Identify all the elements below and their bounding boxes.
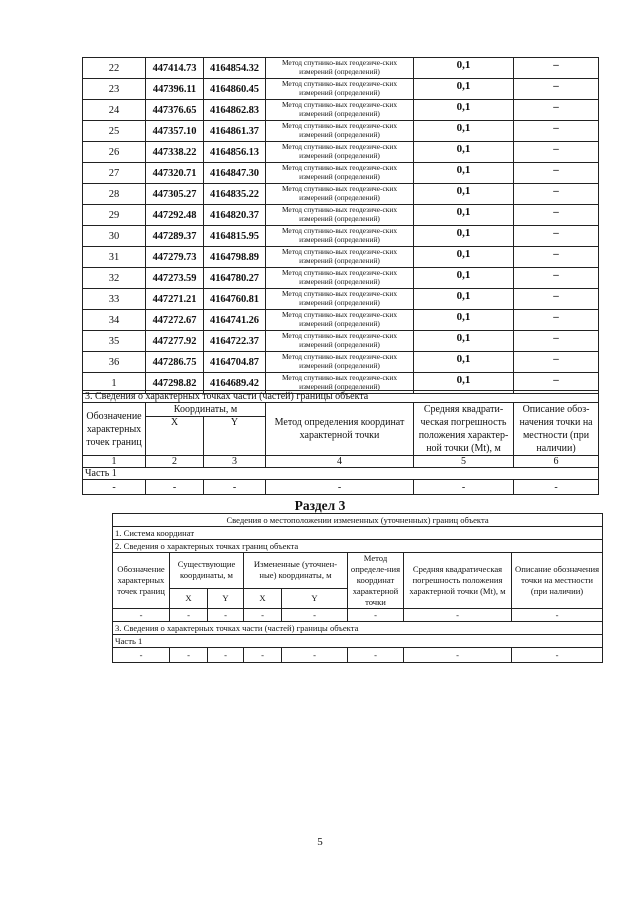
coordinates-header: Координаты, м [146, 403, 266, 417]
x-coordinate-cell: 447357.10 [146, 121, 204, 142]
table-row [83, 268, 599, 289]
y-coordinate-cell: 4164815.95 [204, 226, 266, 247]
empty-cell: - [512, 648, 603, 663]
empty-cell: - [514, 480, 599, 495]
empty-cell: - [404, 648, 512, 663]
x-coordinate-cell: 447298.82 [146, 373, 204, 394]
y-coordinate-cell: 4164689.42 [204, 373, 266, 394]
y-coordinate-cell: 4164704.87 [204, 352, 266, 373]
x-coordinate-cell: 447271.21 [146, 289, 204, 310]
y-coordinate-cell: 4164856.13 [204, 142, 266, 163]
point-number-cell: 24 [83, 100, 146, 121]
method-cell: Метод спутнико-вых геодезиче-ских измерений (определений) [266, 205, 414, 226]
method-cell: Метод спутнико-вых геодезиче-ских измерений (определений) [266, 310, 414, 331]
method-cell: Метод спутнико-вых геодезиче-ских измерений (определений) [266, 184, 414, 205]
accuracy-cell: 0,1 [414, 58, 514, 79]
y-header: Y [282, 588, 348, 608]
accuracy-header: Средняя квадрати-ческая погрешность положения характер-ной точки (Mt), м [414, 403, 514, 456]
accuracy-cell: 0,1 [414, 310, 514, 331]
x-header: X [146, 417, 204, 456]
method-header: Метод определе-ния координат характерной точки [348, 553, 404, 609]
x-coordinate-cell: 447273.59 [146, 268, 204, 289]
method-cell: Метод спутнико-вых геодезиче-ских измерений (определений) [266, 289, 414, 310]
coordinates-table-body [83, 58, 599, 394]
empty-cell: - [244, 609, 282, 622]
accuracy-cell: 0,1 [414, 100, 514, 121]
part-points-label: 3. Сведения о характерных точках части (частей) границы объекта [113, 622, 603, 635]
point-number-cell: 1 [83, 373, 146, 394]
accuracy-header: Средняя квадратическая погрешность положения характерной точки (Mt), м [404, 553, 512, 609]
empty-cell: - [83, 480, 146, 495]
point-number-cell: 33 [83, 289, 146, 310]
accuracy-cell: 0,1 [414, 268, 514, 289]
table-row [83, 247, 599, 268]
empty-cell: - [404, 609, 512, 622]
method-cell: Метод спутнико-вых геодезиче-ских измерений (определений) [266, 373, 414, 394]
method-cell: Метод спутнико-вых геодезиче-ских измерений (определений) [266, 226, 414, 247]
table-row [83, 205, 599, 226]
point-number-cell: 27 [83, 163, 146, 184]
point-number-cell: 31 [83, 247, 146, 268]
description-cell: – [514, 100, 599, 121]
table-row [83, 100, 599, 121]
accuracy-cell: 0,1 [414, 373, 514, 394]
table-row [83, 226, 599, 247]
description-cell: – [514, 352, 599, 373]
column-number: 1 [83, 456, 146, 468]
part-1-label: Часть 1 [113, 635, 603, 648]
empty-cell: - [512, 609, 603, 622]
table-row [83, 289, 599, 310]
designation-header: Обозначение характерных точек границ [113, 553, 170, 609]
point-number-cell: 25 [83, 121, 146, 142]
accuracy-cell: 0,1 [414, 79, 514, 100]
coordinates-table [82, 57, 599, 394]
x-coordinate-cell: 447272.67 [146, 310, 204, 331]
column-number: 2 [146, 456, 204, 468]
point-number-cell: 32 [83, 268, 146, 289]
description-cell: – [514, 373, 599, 394]
point-number-cell: 22 [83, 58, 146, 79]
y-coordinate-cell: 4164820.37 [204, 205, 266, 226]
x-header: X [244, 588, 282, 608]
empty-cell: - [113, 609, 170, 622]
existing-coordinates-header: Существующие координаты, м [170, 553, 244, 589]
description-cell: – [514, 58, 599, 79]
description-header: Описание обозначения точки на местности (при наличии) [512, 553, 603, 609]
empty-cell: - [282, 609, 348, 622]
column-number: 4 [266, 456, 414, 468]
accuracy-cell: 0,1 [414, 247, 514, 268]
x-header: X [170, 588, 208, 608]
point-number-cell: 26 [83, 142, 146, 163]
accuracy-cell: 0,1 [414, 163, 514, 184]
method-cell: Метод спутнико-вых геодезиче-ских измерений (определений) [266, 331, 414, 352]
accuracy-cell: 0,1 [414, 205, 514, 226]
y-coordinate-cell: 4164861.37 [204, 121, 266, 142]
column-number: 6 [514, 456, 599, 468]
description-cell: – [514, 163, 599, 184]
part-points-table [82, 390, 599, 495]
description-cell: – [514, 226, 599, 247]
method-cell: Метод спутнико-вых геодезиче-ских измерений (определений) [266, 268, 414, 289]
empty-cell: - [282, 648, 348, 663]
razdel-3-table [112, 513, 603, 663]
x-coordinate-cell: 447279.73 [146, 247, 204, 268]
empty-cell: - [146, 480, 204, 495]
empty-cell: - [266, 480, 414, 495]
y-coordinate-cell: 4164780.27 [204, 268, 266, 289]
y-coordinate-cell: 4164722.37 [204, 331, 266, 352]
description-cell: – [514, 79, 599, 100]
section-3-title: 3. Сведения о характерных точках части (частей) границы объекта [83, 391, 599, 403]
point-number-cell: 23 [83, 79, 146, 100]
y-coordinate-cell: 4164741.26 [204, 310, 266, 331]
y-header: Y [204, 417, 266, 456]
table-row [83, 163, 599, 184]
description-cell: – [514, 205, 599, 226]
x-coordinate-cell: 447292.48 [146, 205, 204, 226]
method-cell: Метод спутнико-вых геодезиче-ских измерений (определений) [266, 163, 414, 184]
razdel-3-heading: Сведения о местоположении измененных (уточненных) границ объекта [113, 514, 603, 527]
y-coordinate-cell: 4164860.45 [204, 79, 266, 100]
description-cell: – [514, 184, 599, 205]
description-cell: – [514, 247, 599, 268]
point-number-cell: 29 [83, 205, 146, 226]
method-cell: Метод спутнико-вых геодезиче-ских измерений (определений) [266, 142, 414, 163]
table-row [83, 310, 599, 331]
y-coordinate-cell: 4164835.22 [204, 184, 266, 205]
y-coordinate-cell: 4164798.89 [204, 247, 266, 268]
table-row [83, 184, 599, 205]
description-cell: – [514, 289, 599, 310]
accuracy-cell: 0,1 [414, 142, 514, 163]
point-number-cell: 30 [83, 226, 146, 247]
empty-cell: - [348, 609, 404, 622]
table-row [83, 79, 599, 100]
accuracy-cell: 0,1 [414, 184, 514, 205]
section-title: Раздел 3 [294, 498, 346, 513]
description-cell: – [514, 331, 599, 352]
designation-header: Обозначение характерных точек границ [83, 403, 146, 456]
x-coordinate-cell: 447376.65 [146, 100, 204, 121]
method-cell: Метод спутнико-вых геодезиче-ских измерений (определений) [266, 79, 414, 100]
table-row [83, 58, 599, 79]
table-row [83, 352, 599, 373]
point-number-cell: 28 [83, 184, 146, 205]
accuracy-cell: 0,1 [414, 226, 514, 247]
part-1-label: Часть 1 [83, 468, 599, 480]
description-cell: – [514, 142, 599, 163]
table-row [83, 121, 599, 142]
column-number: 3 [204, 456, 266, 468]
accuracy-cell: 0,1 [414, 289, 514, 310]
accuracy-cell: 0,1 [414, 331, 514, 352]
empty-cell: - [170, 648, 208, 663]
description-cell: – [514, 268, 599, 289]
table-row [83, 331, 599, 352]
method-cell: Метод спутнико-вых геодезиче-ских измерений (определений) [266, 100, 414, 121]
x-coordinate-cell: 447305.27 [146, 184, 204, 205]
x-coordinate-cell: 447414.73 [146, 58, 204, 79]
y-coordinate-cell: 4164862.83 [204, 100, 266, 121]
page-number: 5 [317, 836, 323, 848]
changed-coordinates-header: Измененные (уточнен-ные) координаты, м [244, 553, 348, 589]
description-cell: – [514, 310, 599, 331]
method-cell: Метод спутнико-вых геодезиче-ских измерений (определений) [266, 121, 414, 142]
description-cell: – [514, 121, 599, 142]
boundary-points-label: 2. Сведения о характерных точках границ объекта [113, 540, 603, 553]
point-number-cell: 35 [83, 331, 146, 352]
x-coordinate-cell: 447277.92 [146, 331, 204, 352]
empty-cell: - [170, 609, 208, 622]
x-coordinate-cell: 447320.71 [146, 163, 204, 184]
empty-cell: - [113, 648, 170, 663]
point-number-cell: 36 [83, 352, 146, 373]
empty-cell: - [208, 648, 244, 663]
point-number-cell: 34 [83, 310, 146, 331]
table-row [83, 142, 599, 163]
method-cell: Метод спутнико-вых геодезиче-ских измерений (определений) [266, 58, 414, 79]
empty-cell: - [244, 648, 282, 663]
method-cell: Метод спутнико-вых геодезиче-ских измерений (определений) [266, 352, 414, 373]
method-cell: Метод спутнико-вых геодезиче-ских измерений (определений) [266, 247, 414, 268]
y-coordinate-cell: 4164760.81 [204, 289, 266, 310]
empty-cell: - [414, 480, 514, 495]
x-coordinate-cell: 447289.37 [146, 226, 204, 247]
coordinate-system-label: 1. Система координат [113, 527, 603, 540]
empty-cell: - [208, 609, 244, 622]
x-coordinate-cell: 447396.11 [146, 79, 204, 100]
y-coordinate-cell: 4164847.30 [204, 163, 266, 184]
accuracy-cell: 0,1 [414, 352, 514, 373]
x-coordinate-cell: 447286.75 [146, 352, 204, 373]
method-header: Метод определения координат характерной точки [266, 403, 414, 456]
y-header: Y [208, 588, 244, 608]
description-header: Описание обоз-начения точки на местности (при наличии) [514, 403, 599, 456]
x-coordinate-cell: 447338.22 [146, 142, 204, 163]
empty-cell: - [348, 648, 404, 663]
accuracy-cell: 0,1 [414, 121, 514, 142]
column-number: 5 [414, 456, 514, 468]
empty-cell: - [204, 480, 266, 495]
y-coordinate-cell: 4164854.32 [204, 58, 266, 79]
